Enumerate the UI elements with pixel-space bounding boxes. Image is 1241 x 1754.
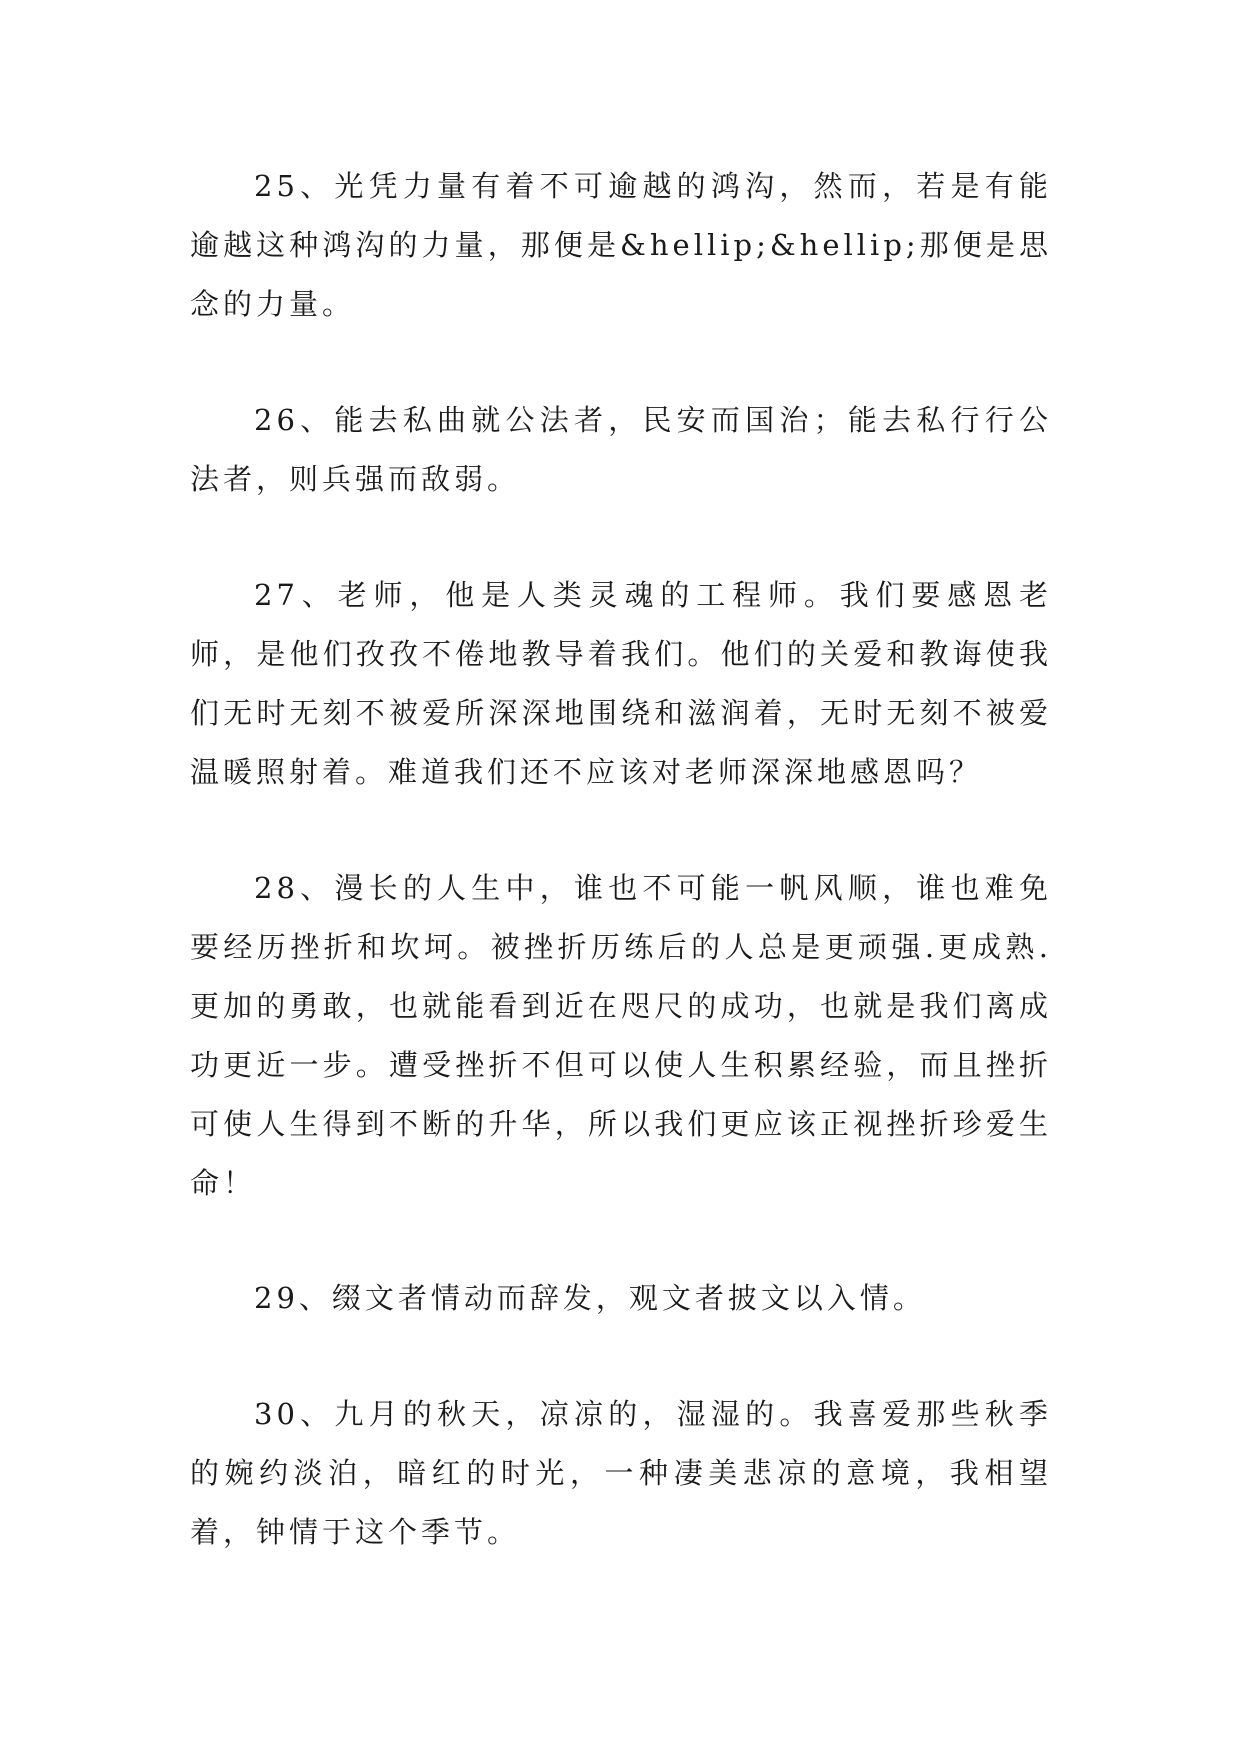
paragraph-25: 25、光凭力量有着不可逾越的鸿沟，然而，若是有能逾越这种鸿沟的力量，那便是&hellip;&hellip;那便是思念的力量。 xyxy=(190,169,1052,321)
paragraph-27: 27、老师，他是人类灵魂的工程师。我们要感恩老师，是他们孜孜不倦地教导着我们。他们的关爱和教诲使我们无时无刻不被爱所深深地围绕和滋润着，无时无刻不被爱温暖照射着。难道我们还不应该对老师深深地感恩吗？ xyxy=(190,578,1052,789)
paragraph-30: 30、九月的秋天，凉凉的，湿湿的。我喜爱那些秋季的婉约淡泊，暗红的时光，一种凄美悲凉的意境，我相望着，钟情于这个季节。 xyxy=(190,1397,1052,1549)
paragraph-26: 26、能去私曲就公法者，民安而国治；能去私行行公法者，则兵强而敌弱。 xyxy=(190,403,1052,496)
paragraph-28: 28、漫长的人生中，谁也不可能一帆风顺，谁也难免要经历挫折和坎坷。被挫折历练后的人总是更顽强.更成熟.更加的勇敢，也就能看到近在咫尺的成功，也就是我们离成功更近一步。遭受挫折不但可以使人生积累经验，而且挫折可使人生得到不断的升华，所以我们更应该正视挫折珍爱生命！ xyxy=(190,871,1052,1200)
paragraph-29: 29、缀文者情动而辞发，观文者披文以入情。 xyxy=(254,1281,926,1315)
